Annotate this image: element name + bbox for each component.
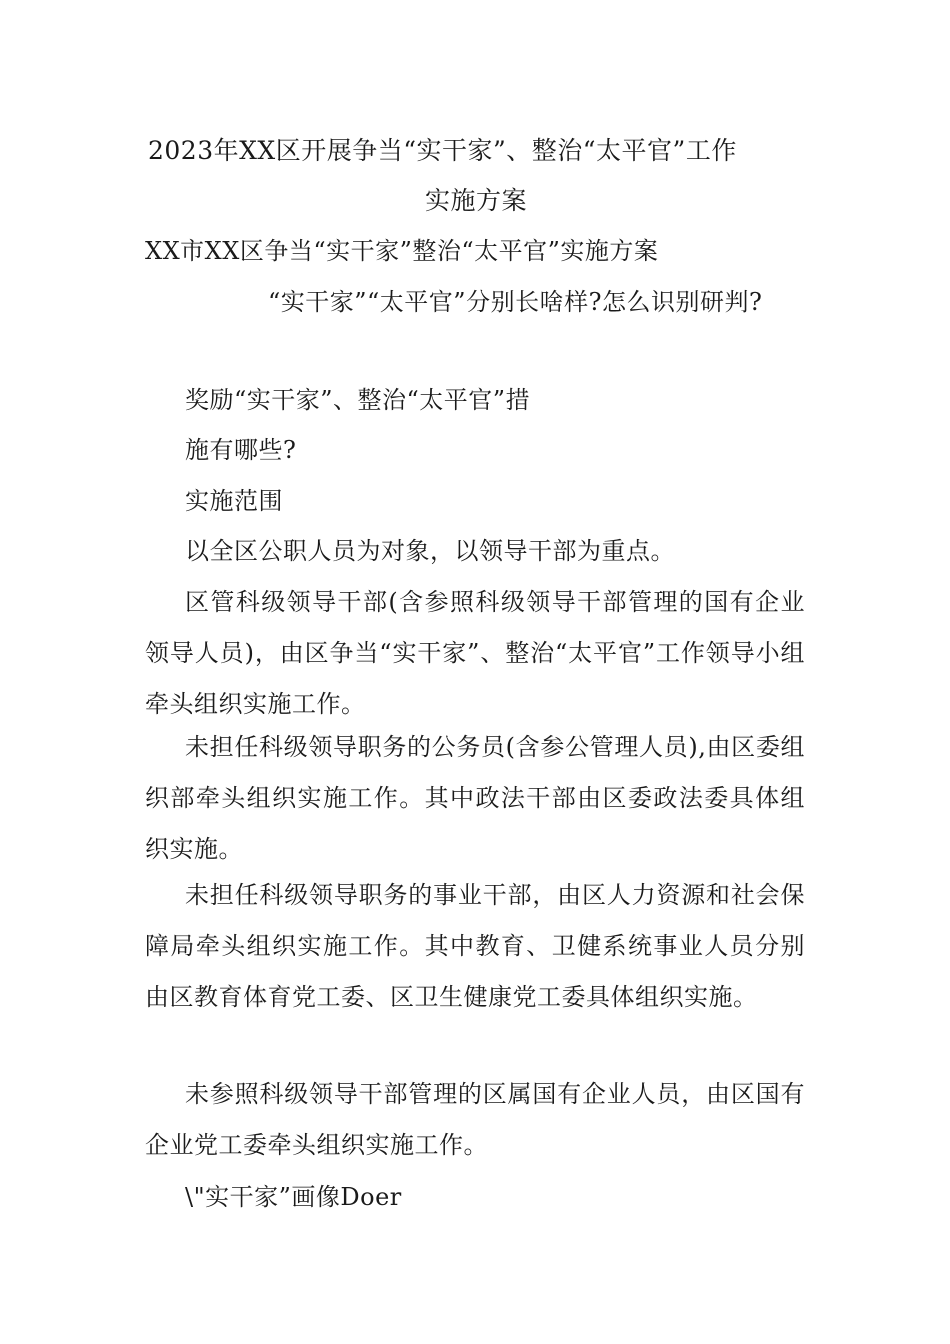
- paragraph-5: 未参照科级领导干部管理的区属国有企业人员，由区国有企业党工委牵头组织实施工作。: [145, 1080, 805, 1159]
- paragraph-4: 未担任科级领导职务的事业干部，由区人力资源和社会保障局牵头组织实施工作。其中教育、卫健系统事业人员分别由区教育体育党工委、区卫生健康党工委具体组织实施。: [145, 881, 805, 1011]
- doc-subtitle-1: XX市XX区争当“实干家”整治“太平官”实施方案: [145, 237, 659, 265]
- doc-subtitle-2: “实干家”“太平官”分别长啥样?怎么识别研判?: [268, 288, 763, 316]
- heading-line-2: 施有哪些?: [185, 436, 297, 464]
- paragraph-1: 以全区公职人员为对象，以领导干部为重点。: [185, 537, 675, 565]
- section-scope: 实施范围: [185, 487, 283, 515]
- heading-line-1: 奖励“实干家”、整治“太平官”措: [185, 386, 531, 414]
- paragraph-3: 未担任科级领导职务的公务员(含参公管理人员),由区委组织部牵头组织实施工作。其中政法干部由区委政法委具体组织实施。: [145, 733, 805, 863]
- paragraph-2: 区管科级领导干部(含参照科级领导干部管理的国有企业领导人员)，由区争当“实干家”、整治“太平官”工作领导小组牵头组织实施工作。: [145, 588, 805, 718]
- doc-title-line1: 2023年XX区开展争当“实干家”、整治“太平官”工作: [148, 136, 737, 165]
- last-line: \"实干家”画像Doer: [185, 1183, 402, 1211]
- doc-title-line2: 实施方案: [425, 186, 528, 215]
